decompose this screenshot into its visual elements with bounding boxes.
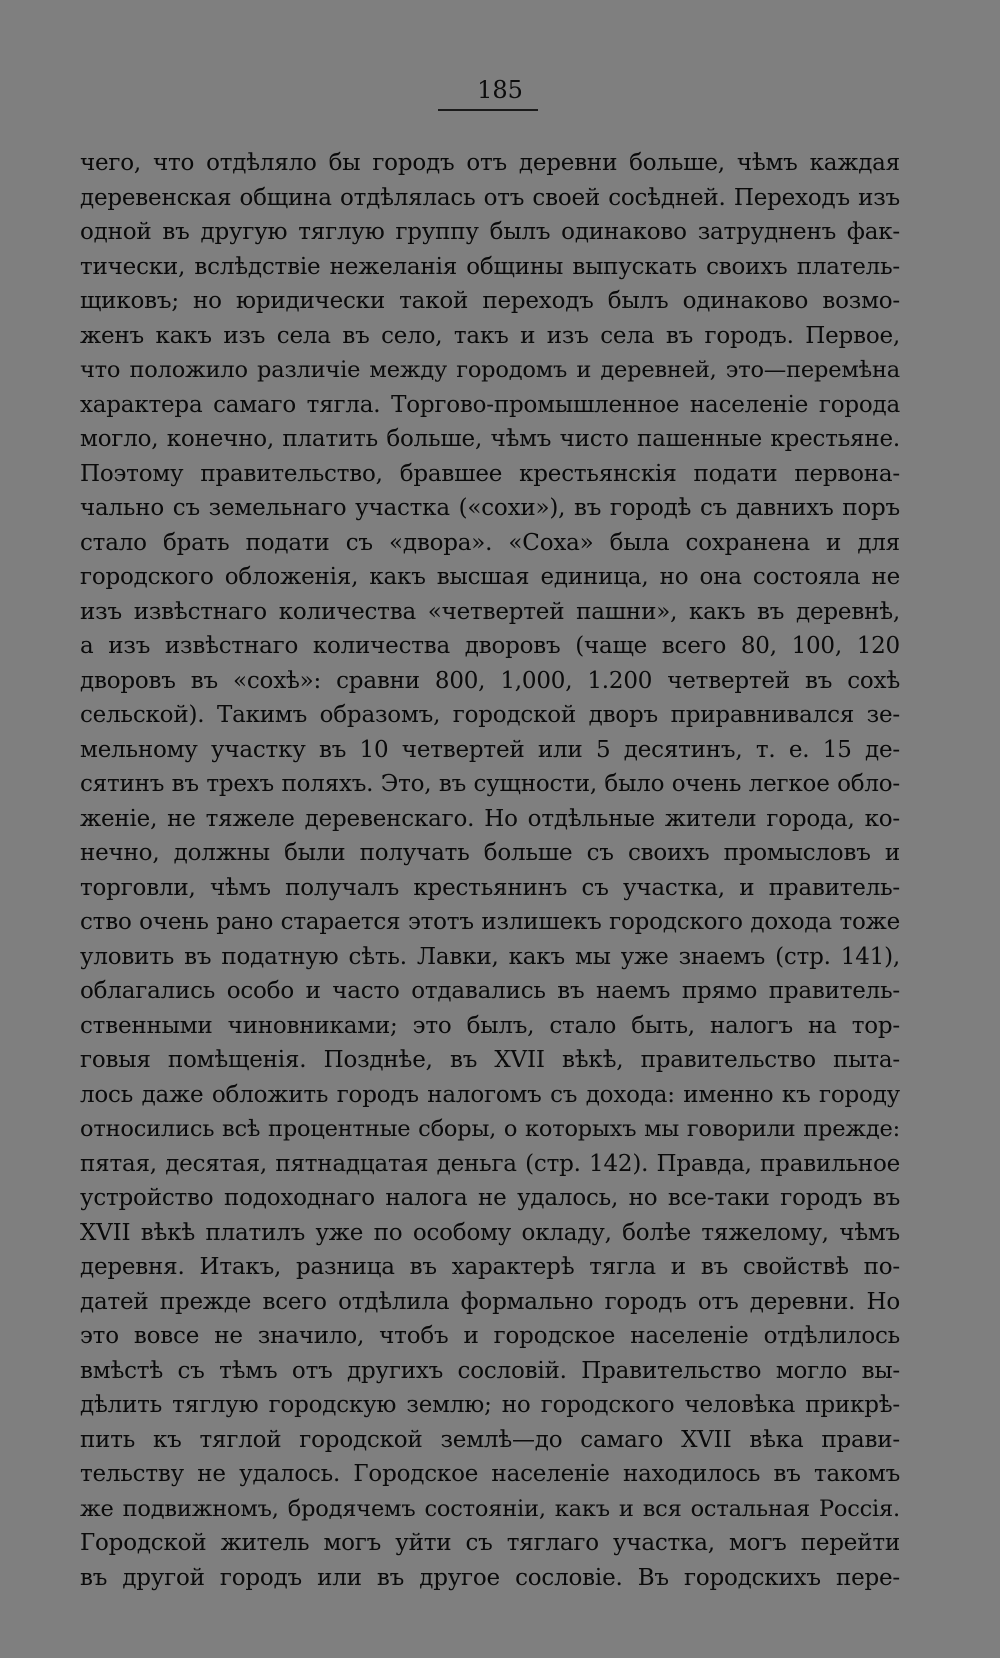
text-line: характера самаго тягла. Торгово-промышленное населеніе города [80, 391, 900, 418]
text-line: вмѣстѣ съ тѣмъ отъ другихъ сословій. Правительство могло вы- [80, 1357, 900, 1384]
text-line: мельному участку въ 10 четвертей или 5 десятинъ, т. е. 15 де- [80, 736, 900, 763]
body-text [80, 146, 900, 1595]
text-line: щиковъ; но юридически такой переходъ былъ одинаково возмо- [80, 288, 900, 314]
text-line: это вовсе не значило, чтобъ и городское населеніе отдѣлилось [80, 1323, 900, 1349]
text-line: тически, вслѣдствіе нежеланія общины выпускать своихъ платель- [80, 253, 900, 280]
text-line: пятая, десятая, пятнадцатая деньга (стр. 142). Правда, правильное [80, 1150, 900, 1177]
text-line: городского обложенія, какъ высшая единица, но она состояла не [80, 564, 900, 590]
text-line: сельской). Такимъ образомъ, городской дворъ приравнивался зе- [80, 702, 900, 728]
text-line: одной въ другую тяглую группу былъ одинаково затрудненъ фак- [80, 219, 900, 245]
text-line: дѣлить тяглую городскую землю; но городского человѣка прикрѣ- [80, 1392, 900, 1418]
text-line: уловить въ податную сѣть. Лавки, какъ мы уже знаемъ (стр. 141), [80, 943, 900, 970]
text-line: деревня. Итакъ, разница въ характерѣ тягла и въ свойствѣ по- [80, 1254, 900, 1280]
text-line: XVII вѣкѣ платилъ уже по особому окладу, болѣе тяжелому, чѣмъ [80, 1219, 900, 1246]
text-line: стало брать подати съ «двора». «Соха» была сохранена и для [80, 529, 900, 556]
text-line: въ другой городъ или въ другое сословіе. Въ городскихъ пере- [80, 1564, 900, 1591]
text-line: женіе, не тяжеле деревенскаго. Но отдѣльные жители города, ко- [80, 805, 900, 832]
text-line: говыя помѣщенія. Позднѣе, въ XVII вѣкѣ, правительство пыта- [80, 1047, 900, 1073]
text-line: чально съ земельнаго участка («сохи»), въ городѣ съ давнихъ поръ [80, 495, 900, 521]
text-line: нечно, должны были получать больше съ своихъ промысловъ и [80, 840, 900, 866]
text-line: Городской житель могъ уйти съ тяглаго участка, могъ перейти [80, 1530, 900, 1556]
text-line: облагались особо и часто отдавались въ наемъ прямо правитель- [80, 978, 900, 1004]
text-line: тельству не удалось. Городское населеніе находилось въ такомъ [80, 1461, 900, 1487]
text-line: женъ какъ изъ села въ село, такъ и изъ села въ городъ. Первое, [80, 322, 900, 349]
text-line: что положило различіе между городомъ и деревней, это—перемѣна [80, 357, 900, 383]
text-line: ство очень рано старается этотъ излишекъ городского дохода тоже [80, 909, 900, 935]
text-line: датей прежде всего отдѣлила формально городъ отъ деревни. Но [80, 1288, 900, 1315]
text-line: Поэтому правительство, бравшее крестьянскія подати первона- [80, 460, 900, 487]
text-line: деревенская община отдѣлялась отъ своей сосѣдней. Переходъ изъ [80, 184, 900, 211]
text-line: чего, что отдѣляло бы городъ отъ деревни больше, чѣмъ каждая [80, 150, 900, 176]
text-line: пить къ тяглой городской землѣ—до самаго XVII вѣка прави- [80, 1426, 900, 1453]
page-number-rule [438, 109, 538, 111]
text-line: лось даже обложить городъ налогомъ съ дохода: именно къ городу [80, 1081, 900, 1108]
text-line: могло, конечно, платить больше, чѣмъ чисто пашенные крестьяне. [80, 426, 900, 452]
text-line: изъ извѣстнаго количества «четвертей пашни», какъ въ деревнѣ, [80, 598, 900, 625]
text-line: а изъ извѣстнаго количества дворовъ (чаще всего 80, 100, 120 [80, 633, 900, 659]
text-line: устройство подоходнаго налога не удалось, но все-таки городъ въ [80, 1185, 900, 1211]
text-line: ственными чиновниками; это былъ, стало быть, налогъ на тор- [80, 1012, 900, 1039]
text-line: относились всѣ процентные сборы, о которыхъ мы говорили прежде: [80, 1116, 900, 1142]
text-line: дворовъ въ «сохѣ»: сравни 800, 1,000, 1.200 четвертей въ сохѣ [80, 667, 900, 694]
text-line: сятинъ въ трехъ поляхъ. Это, въ сущности, было очень легкое обло- [80, 771, 900, 797]
page-number: 185 [477, 76, 523, 104]
text-line: торговли, чѣмъ получалъ крестьянинъ съ участка, и правитель- [80, 874, 900, 901]
text-line: же подвижномъ, бродячемъ состояніи, какъ и вся остальная Россія. [80, 1495, 900, 1522]
